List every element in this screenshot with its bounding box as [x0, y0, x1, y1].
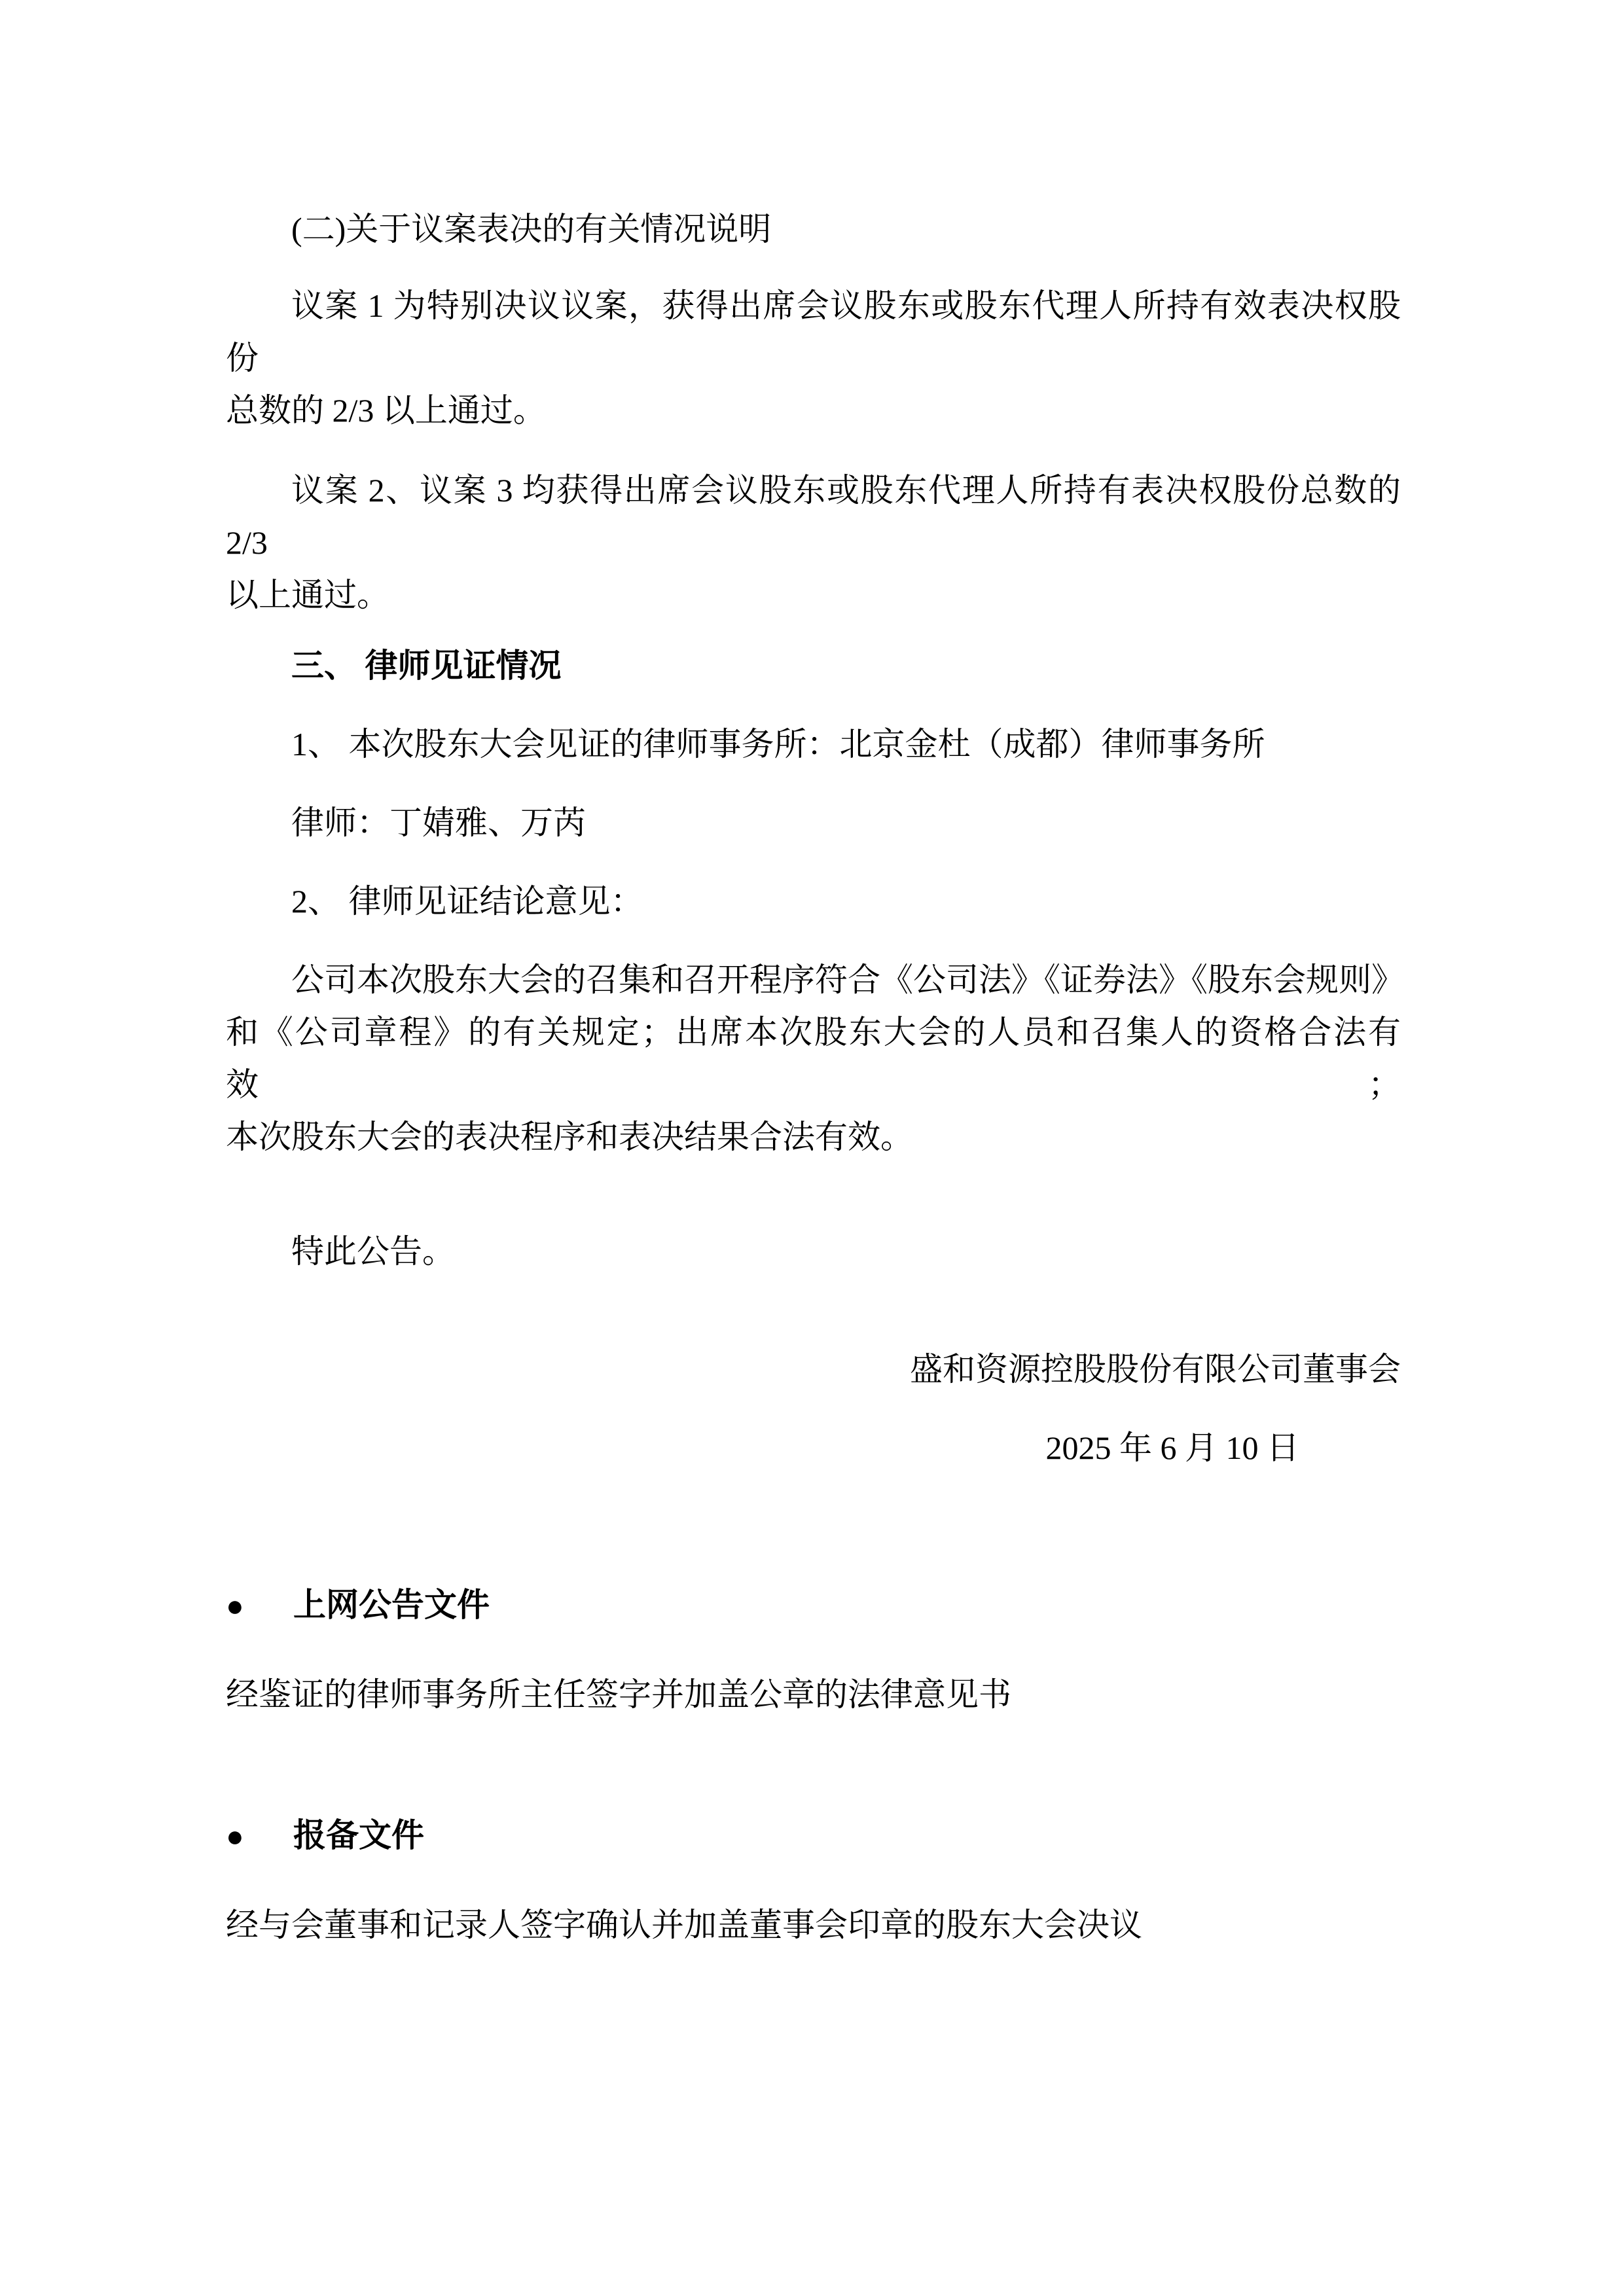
paragraph-line: 议案 1 为特别决议议案，获得出席会议股东或股东代理人所持有效表决权股份	[226, 287, 1401, 376]
date-line: 2025 年 6 月 10 日	[1045, 1429, 1299, 1466]
paragraph-proposal2-3	[226, 464, 1401, 621]
paragraph-line: 以上通过。	[226, 577, 389, 613]
paragraph-line: 议案 2、议案 3 均获得出席会议股东或股东代理人所持有表决权股份总数的 2/3	[226, 472, 1401, 561]
bullet-icon: ●	[226, 1589, 244, 1623]
paragraph-line: 总数的 2/3 以上通过。	[226, 392, 546, 429]
filing-files-description: 经与会董事和记录人签字确认并加盖董事会印章的股东大会决议	[226, 1907, 1142, 1943]
subsection-heading: (二)关于议案表决的有关情况说明	[291, 211, 772, 247]
lawfirm-line: 1、 本次股东大会见证的律师事务所：北京金杜（成都）律师事务所	[291, 726, 1265, 762]
online-files-description: 经鉴证的律师事务所主任签字并加盖公章的法律意见书	[226, 1676, 1011, 1713]
signature-line: 盛和资源控股股份有限公司董事会	[910, 1351, 1401, 1388]
paragraph-proposal1	[226, 279, 1401, 437]
bullet-icon: ●	[226, 1820, 244, 1853]
opinion-heading-line: 2、 律师见证结论意见：	[291, 883, 643, 920]
online-files-heading-row	[226, 1579, 1401, 1632]
closing-line: 特此公告。	[291, 1233, 455, 1270]
online-files-heading: 上网公告文件	[293, 1587, 490, 1623]
section-heading-lawyer-witness: 三、 律师见证情况	[291, 647, 562, 684]
filing-files-heading: 报备文件	[293, 1817, 424, 1854]
paragraph-line: 和《公司章程》的有关规定；出席本次股东大会的人员和召集人的资格合法有效；	[226, 1014, 1401, 1103]
lawyers-line: 律师：丁婧雅、万芮	[291, 804, 586, 841]
paragraph-line: 公司本次股东大会的召集和召开程序符合《公司法》《证券法》《股东会规则》	[291, 961, 1404, 998]
paragraph-opinion	[226, 954, 1404, 1163]
paragraph-line: 本次股东大会的表决程序和表决结果合法有效。	[226, 1119, 913, 1155]
filing-files-heading-row	[226, 1809, 1401, 1863]
